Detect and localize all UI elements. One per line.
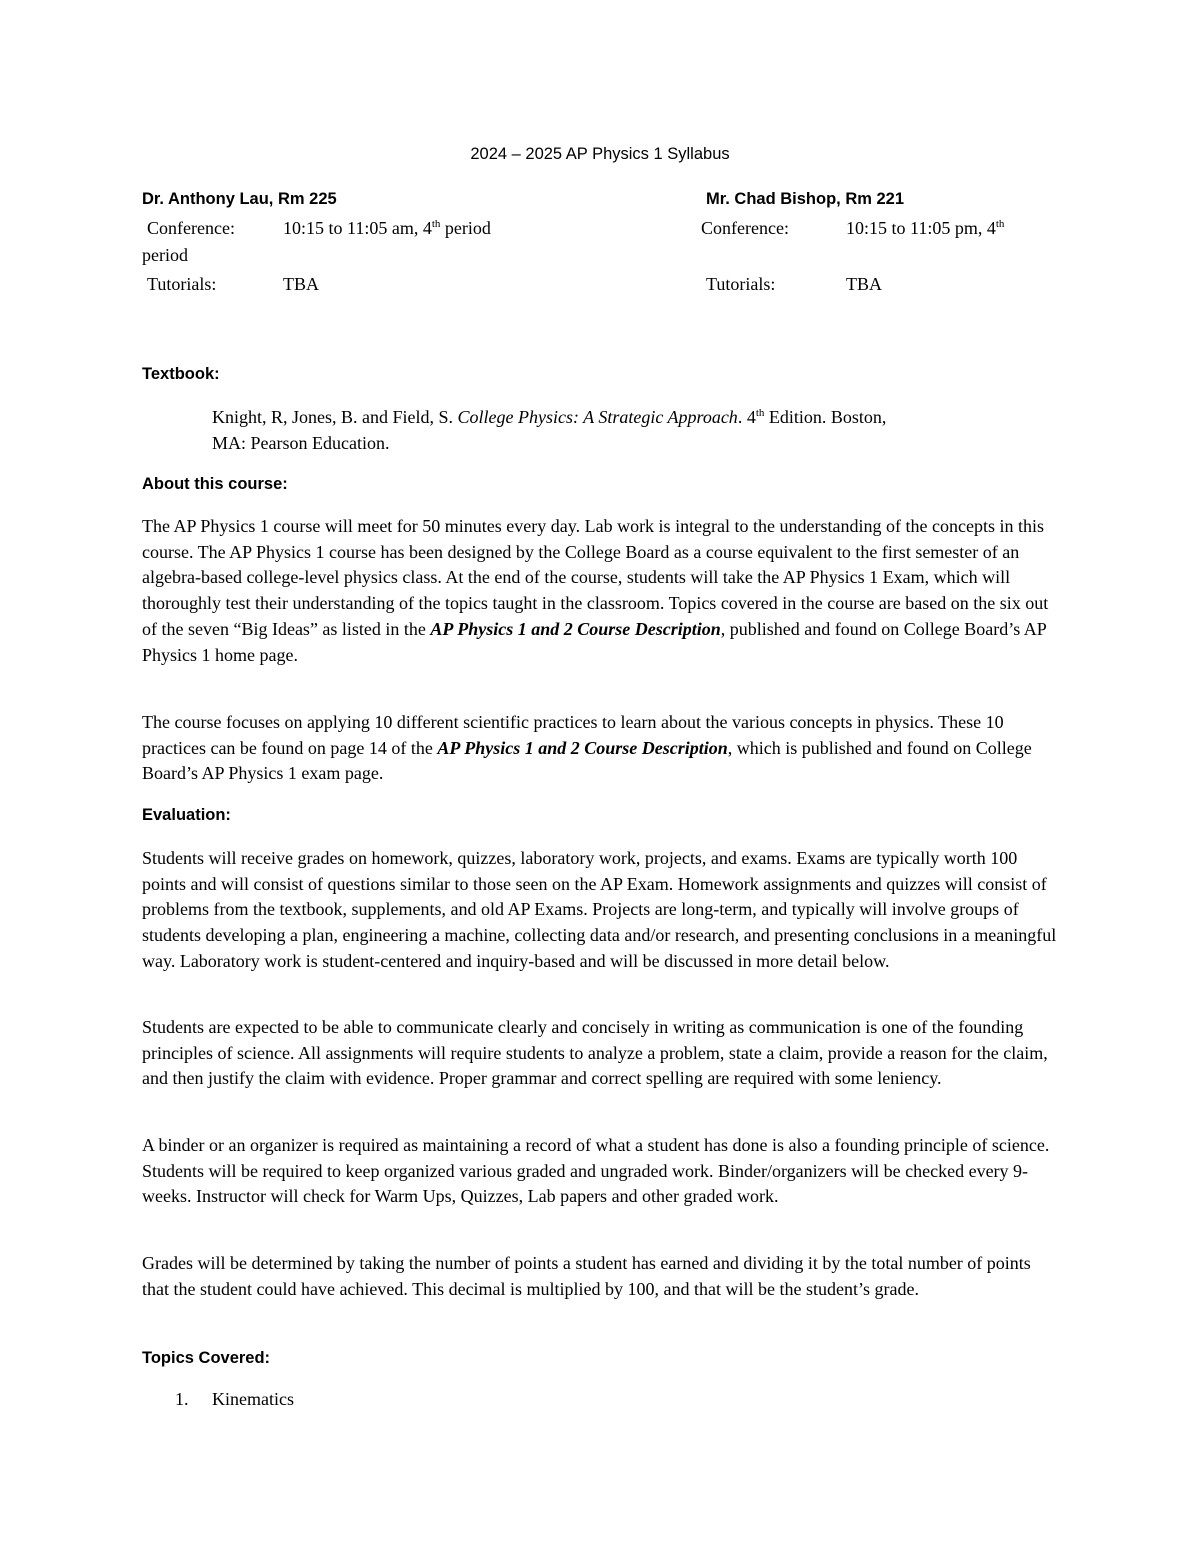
evaluation-paragraph-3: A binder or an organizer is required as maintaining a record of what a student has done is also a founding principle of science. Students will be required to keep organized various graded and ungraded work. Binder/organizers will be checked every 9-weeks. Instructor will check for Warm Ups, Quizzes, Lab papers and other graded work.	[142, 1135, 1050, 1207]
teacher-2-name: Mr. Chad Bishop, Rm 221	[706, 190, 905, 208]
about-paragraph-1: The AP Physics 1 course will meet for 50 minutes every day. Lab work is integral to the understanding of the concepts in this course. The AP Physics 1 course has been designed by the College Board as a course equivalent to the first semester of an algebra-based college-level physics class. At the end of the course, students will take the AP Physics 1 Exam, which will thoroughly test their understanding of the topics taught in the classroom. Topics covered in the course are based on the six out of the seven “Big Ideas” as listed in the AP Physics 1 and 2 Course Description, published and found on College Board’s AP Physics 1 home page.	[142, 516, 1049, 665]
teacher-1-conference-wrap: period	[142, 245, 188, 265]
textbook-citation-line2: MA: Pearson Education.	[212, 433, 390, 453]
teacher-1-conference-time: 10:15 to 11:05 am, 4th period	[283, 218, 491, 238]
teacher-1-tutorials-label: Tutorials:	[147, 274, 217, 294]
teacher-2-conference-label: Conference:	[701, 218, 789, 238]
about-paragraph-2: The course focuses on applying 10 different scientific practices to learn about the various concepts in physics. These 10 practices can be found on page 14 of the AP Physics 1 and 2 Course Description, which is published and found on College Board’s AP Physics 1 exam page.	[142, 712, 1032, 784]
teacher-2-conference-time: 10:15 to 11:05 pm, 4th	[846, 218, 1005, 238]
teacher-2-tutorials-label: Tutorials:	[706, 274, 776, 294]
teacher-1-tutorials-value: TBA	[283, 274, 319, 294]
evaluation-paragraph-1: Students will receive grades on homework, quizzes, laboratory work, projects, and exams. Exams are typically worth 100 points and will consist of questions similar to those seen on the AP Exam. Homework assignments and quizzes will consist of problems from the textbook, supplements, and old AP Exams. Projects are long-term, and typically will involve groups of students developing a plan, engineering a machine, collecting data and/or research, and presenting conclusions in a meaningful way. Laboratory work is student-centered and inquiry-based and will be discussed in more detail below.	[142, 848, 1057, 971]
evaluation-heading: Evaluation:	[142, 806, 231, 824]
teacher-1-name: Dr. Anthony Lau, Rm 225	[142, 190, 337, 208]
about-heading: About this course:	[142, 475, 288, 493]
evaluation-paragraph-2: Students are expected to be able to communicate clearly and concisely in writing as communication is one of the founding principles of science. All assignments will require students to analyze a problem, state a claim, provide a reason for the claim, and then justify the claim with evidence. Proper grammar and correct spelling are required with some leniency.	[142, 1017, 1048, 1089]
teacher-2-tutorials-value: TBA	[846, 274, 882, 294]
evaluation-paragraph-4: Grades will be determined by taking the number of points a student has earned and dividing it by the total number of points that the student could have achieved. This decimal is multiplied by 100, and that will be the student’s grade.	[142, 1253, 1031, 1299]
list-item-number: 1.	[175, 1389, 189, 1409]
textbook-heading: Textbook:	[142, 365, 220, 383]
page-title: 2024 – 2025 AP Physics 1 Syllabus	[470, 145, 730, 163]
textbook-citation-line1: Knight, R, Jones, B. and Field, S. College Physics: A Strategic Approach. 4th Edition. Boston,	[212, 407, 887, 427]
list-item: Kinematics	[212, 1389, 294, 1409]
teacher-1-conference-label: Conference:	[147, 218, 235, 238]
topics-heading: Topics Covered:	[142, 1349, 271, 1367]
